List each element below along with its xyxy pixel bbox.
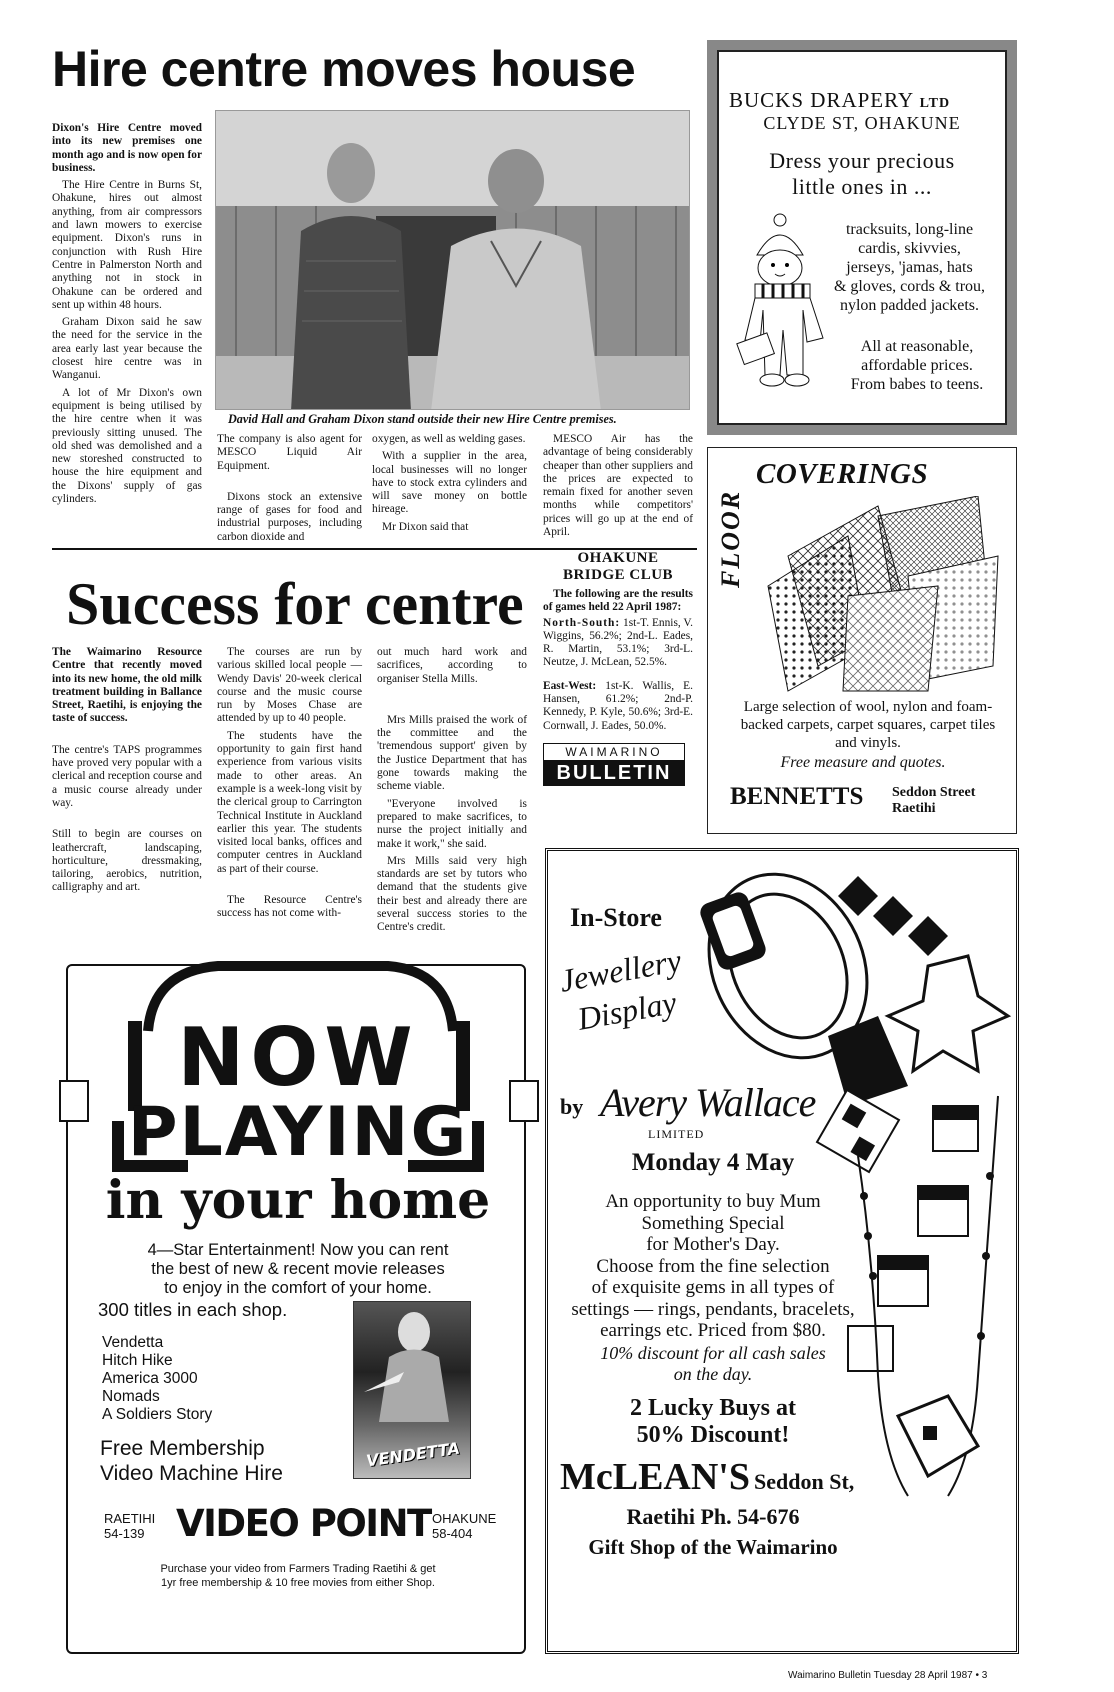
story1-paragraph: Dixons stock an extensive range of gases for food and industrial purposes, including carbon dioxide and	[217, 490, 362, 543]
story1-column-4	[543, 433, 693, 543]
mclean-detail-line: Choose from the fine selection	[596, 1255, 830, 1277]
bridge-ns-label: North-South:	[543, 616, 621, 629]
bucks-address: CLYDE ST, OHAKUNE	[763, 113, 961, 133]
bucks-item: cardis, skivvies,	[858, 240, 961, 257]
ohakune-town: OHAKUNE	[432, 1511, 497, 1526]
movie-title: America 3000	[102, 1370, 198, 1387]
bridge-intro: The following are the results of games held 22 April 1987:	[543, 588, 693, 614]
story2-paragraph: Mrs Mills praised the work of the committee and the 'tremendous support' given by the Justice Department that has gone towards making the scheme viable.	[377, 713, 527, 793]
bucks-price-line: From babes to teens.	[850, 376, 984, 393]
bridge-title: OHAKUNE	[577, 550, 659, 566]
story2-paragraph: Still to begin are courses on leathercraft, landscaping, horticulture, dressmaking, tailoring, aerobics, nutrition, calligraphy and art.	[52, 828, 202, 894]
video-footnote	[68, 1562, 528, 1590]
bennetts-address-line: Seddon Street	[892, 785, 976, 800]
bucks-item: jerseys, 'jamas, hats	[846, 259, 973, 276]
gift-shop-tagline: Gift Shop of the Waimarino	[588, 1535, 838, 1559]
avery-wallace-logo: Avery Wallace	[600, 1080, 816, 1125]
video-offers	[100, 1436, 283, 1486]
video-intro	[68, 1241, 528, 1298]
ohakune-phone: 58-404	[432, 1526, 473, 1541]
limited-label: LIMITED	[648, 1127, 705, 1141]
cash-discount	[548, 1343, 878, 1385]
movie-list	[102, 1334, 212, 1424]
video-offer: Video Machine Hire	[100, 1462, 283, 1485]
story1-column-2	[217, 433, 362, 548]
waimarino-bulletin-logo	[543, 743, 685, 786]
bennetts-address	[892, 785, 975, 817]
floor-title: COVERINGS	[756, 458, 929, 490]
bucks-items	[812, 220, 1007, 315]
story2-column-1	[52, 646, 202, 899]
mcleans-phone: Raetihi Ph. 54-676	[626, 1504, 800, 1529]
story1-paragraph: The Hire Centre in Burns St, Ohakune, hires out almost anything, from air compressors and lawn mowers to exercise equipment. Dixon's runs in conjunction with Rush Hire Centre in Palmerston North and anything not in stock in Ohakune can be ordered and sent up within 48 hours.	[52, 179, 202, 311]
lucky-buys-line: 2 Lucky Buys at	[629, 1395, 797, 1421]
event-date: Monday 4 May	[631, 1149, 795, 1176]
bridge-north-south	[543, 617, 693, 670]
floor-description: Large selection of wool, nylon and foam-backed carpets, carpet squares, carpet tiles and vinyls.	[740, 699, 996, 751]
movie-title: A Soldiers Story	[102, 1406, 213, 1423]
poster-title: VENDETTA	[365, 1438, 461, 1471]
video-footnote-line: 1yr free membership & 10 free movies from either Shop.	[161, 1577, 435, 1589]
page-footer: Waimarino Bulletin Tuesday 28 April 1987 • 3	[788, 1670, 988, 1681]
story1-headline: Hire centre moves house	[52, 41, 636, 97]
video-point-ad	[66, 964, 526, 1654]
story2-paragraph: "Everyone involved is prepared to make sacrifices, to nurse the project initially and make it work," she said.	[377, 797, 527, 850]
bridge-ew-results: 1st-K. Wallis, E. Hansen, 61.2%; 2nd-P. Kennedy, P. Kyle, 50.6%; 3rd-E. Cornwall, J. Eades, 50.0%.	[543, 679, 693, 732]
bridge-ew-label: East-West:	[543, 679, 597, 692]
story2-headline: Success for centre	[66, 571, 524, 637]
now-title: NOW	[177, 1011, 419, 1104]
movie-title: Vendetta	[102, 1334, 164, 1351]
story1-column-1	[52, 122, 202, 510]
mcleans-name: McLEAN'S	[560, 1456, 750, 1498]
bucks-price-line: affordable prices.	[861, 357, 973, 374]
jewellery-script: Jewellery	[556, 941, 684, 999]
movie-title: Hitch Hike	[102, 1352, 173, 1369]
bridge-east-west	[543, 680, 693, 733]
mcleans-shop	[560, 1455, 854, 1499]
bucks-prices	[822, 337, 1012, 394]
titles-count: 300 titles in each shop.	[98, 1299, 288, 1320]
story2-paragraph: out much hard work and sacrifices, according to organiser Stella Mills.	[377, 646, 527, 685]
story1-paragraph: Mr Dixon said that	[382, 520, 469, 533]
mclean-detail-line: for Mother's Day.	[646, 1234, 780, 1255]
raetihi-town: RAETIHI	[104, 1511, 156, 1526]
story1-paragraph: With a supplier in the area, local businesses will no longer have to stock extra cylinders and will save money on bottle hireage.	[372, 450, 527, 516]
hire-centre-photo	[215, 110, 690, 410]
carpet-samples-illustration	[758, 496, 1003, 696]
raetihi-phone: 54-139	[104, 1526, 145, 1541]
bucks-tagline: little ones in ...	[792, 174, 932, 199]
mclean-details	[548, 1191, 878, 1342]
lucky-buys	[548, 1395, 878, 1449]
bridge-title: BRIDGE CLUB	[562, 567, 674, 583]
instore-heading: In-Store	[570, 903, 662, 932]
video-intro-line: to enjoy in the comfort of your home.	[164, 1279, 432, 1297]
logo-bottom: BULLETIN	[544, 761, 684, 785]
story2-lead: The Waimarino Resource Centre that recently moved into its new home, the old milk treatment building in Ballance Street, Raetihi, is enjoying the taste of success.	[52, 646, 202, 725]
ohakune-contact	[432, 1511, 496, 1541]
photo-illustration	[216, 111, 690, 410]
bennetts-name: BENNETTS	[730, 783, 864, 810]
bucks-price-line: All at reasonable,	[860, 338, 974, 355]
floor-vertical-label: FLOOR	[716, 489, 745, 588]
story2-paragraph: The students have the opportunity to gain first hand experience from various visits made to other areas. An example is a week-long visit by the clerical group to Carrington Technical Institute in Auckland earlier this year. The students visited local banks, offices and computer centres in Auckland as part of their course.	[217, 729, 362, 875]
story1-paragraph: A lot of Mr Dixon's own equipment is being utilised by the hire centre when it was previously sitting unused. The old shed was demolished and a new storeshed constructed to house the hire equipment and the Dixons' supply of gas cylinders.	[52, 386, 202, 506]
logo-top: WAIMARINO	[544, 744, 684, 761]
by-label: by	[560, 1094, 584, 1119]
display-script: Display	[574, 983, 680, 1037]
bucks-drapery-ad	[707, 40, 1017, 435]
mclean-detail-line: of exquisite gems in all types of	[591, 1277, 835, 1298]
bucks-item: tracksuits, long-line	[845, 221, 974, 238]
story1-column-3	[372, 433, 527, 538]
lucky-buys-line: 50% Discount!	[636, 1422, 790, 1448]
vendetta-poster	[353, 1301, 471, 1479]
video-intro-line: 4—Star Entertainment! Now you can rent	[147, 1241, 449, 1259]
story2-paragraph: The courses are run by various skilled local people — Wendy Davis' 20-week clerical course and the music course run by Moses Chase are attended by up to 40 people.	[217, 646, 362, 725]
playing-title: PLAYING	[127, 1093, 469, 1172]
cash-discount-line: on the day.	[673, 1364, 753, 1384]
story2-column-2	[217, 646, 362, 925]
video-point-brand: VIDEO POINT	[176, 1502, 431, 1545]
story1-paragraph: oxygen, as well as welding gases.	[372, 433, 526, 445]
bucks-item: nylon padded jackets.	[839, 297, 980, 314]
story1-paragraph: MESCO Air has the advantage of being considerably cheaper than other suppliers and the prices are expected to remain fixed for another seven months while competitors' prices will go up at the end of April.	[543, 433, 693, 539]
mclean-detail-line: settings — rings, pendants, bracelets,	[571, 1298, 855, 1320]
mclean-detail-line: An opportunity to buy Mum	[605, 1191, 821, 1212]
story2-paragraph: Mrs Mills said very high standards are set by tutors who demand that the students give their best and already there are several success stories to the Centre's credit.	[377, 854, 527, 934]
bridge-ns-results: 1st-T. Ennis, V. Wiggins, 56.2%; 2nd-L. Eades, R. Martin, 53.1%; 3rd-L. Neutze, J. McLean, 52.5%.	[543, 616, 693, 669]
bennetts-address-line: Raetihi	[892, 801, 936, 816]
floor-coverings-ad	[707, 447, 1017, 834]
bridge-club-results	[543, 550, 693, 786]
photo-caption: David Hall and Graham Dixon stand outside their new Hire Centre premises.	[228, 412, 617, 426]
video-intro-line: the best of new & recent movie releases	[151, 1260, 445, 1278]
video-footnote-line: Purchase your video from Farmers Trading Raetihi & get	[160, 1563, 436, 1575]
story2-paragraph: The Resource Centre's success has not come with-	[217, 894, 362, 920]
bucks-name-text: BUCKS DRAPERY	[729, 88, 914, 112]
story2-column-3	[377, 646, 527, 939]
bucks-name	[729, 88, 950, 113]
story2-paragraph: The centre's TAPS programmes have proved very popular with a clerical and reception course and a music course already under way.	[52, 743, 202, 809]
bucks-ltd: LTD	[919, 96, 951, 111]
video-offer: Free Membership	[100, 1437, 265, 1460]
bucks-tagline: Dress your precious	[769, 148, 955, 173]
floor-free-quotes: Free measure and quotes.	[780, 754, 946, 771]
cash-discount-line: 10% discount for all cash sales	[600, 1343, 826, 1363]
mcleans-jewellery-ad	[545, 848, 1019, 1654]
mclean-detail-line: earrings etc. Priced from $80.	[600, 1320, 826, 1341]
bucks-item: & gloves, cords & trou,	[833, 278, 986, 295]
mclean-detail-line: Something Special	[641, 1212, 785, 1234]
story1-paragraph: The company is also agent for MESCO Liquid Air Equipment.	[217, 433, 362, 472]
story1-paragraph: Graham Dixon said he saw the need for the service in the area early last year because the closest hire centre was in Wanganui.	[52, 316, 202, 382]
movie-title: Nomads	[102, 1388, 160, 1405]
mcleans-street: Seddon St,	[754, 1469, 855, 1494]
story1-lead: Dixon's Hire Centre moved into its new premises one month ago and is now open for business.	[52, 122, 203, 174]
raetihi-contact	[104, 1511, 155, 1541]
in-your-home-title: in your home	[105, 1170, 491, 1231]
